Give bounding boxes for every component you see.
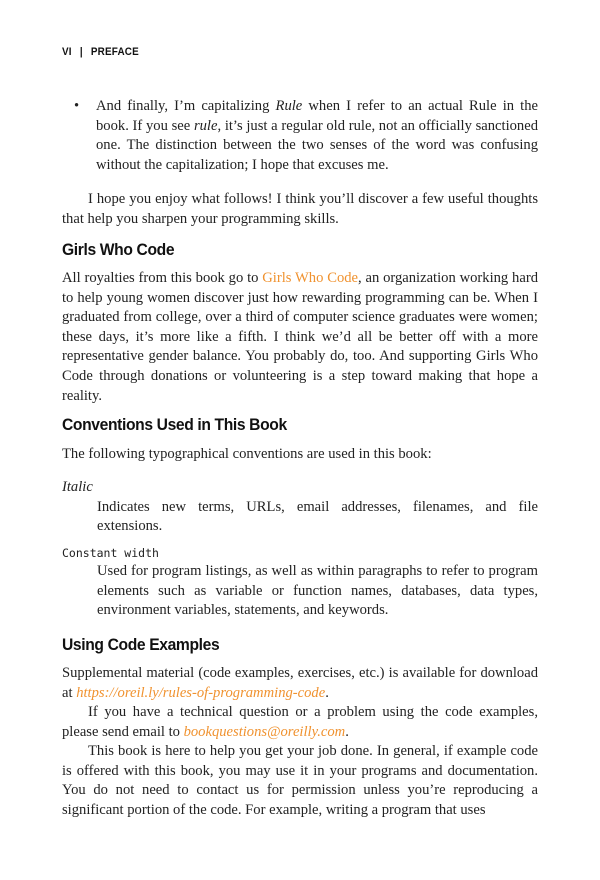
bullet-item [74, 97, 538, 175]
paragraph-text: , an organization working hard to help young women discover just how rewarding programming can be. When I graduated from college, over a third of computer science graduates were women; these days, it’s more like a fifth. I think we’d all be better off with a more representative gender balance. You probably do, too. And supporting Girls Who Code through donations or volunteering is a step toward making that hope a reality. [62, 270, 538, 404]
code-examples-paragraph-2 [62, 703, 538, 742]
code-download-link[interactable]: https://oreil.ly/rules-of-programming-code [76, 684, 326, 701]
heading-code-examples: Using Code Examples [62, 635, 220, 654]
code-examples-paragraph-1 [62, 664, 538, 703]
bullet-text: when I refer to an actual Rule in the book. If you see [96, 98, 538, 134]
bullet-marker: • [74, 98, 80, 114]
bullet-text: , it’s just a regular old rule, not an officially sanctioned one. The distinction between the two senses of the word was confusing without the capitalization; I hope that excuses me. [96, 117, 538, 173]
conventions-intro: The following typographical conventions are used in this book: [62, 446, 432, 462]
intro-paragraph: I hope you enjoy what follows! I think you’ll discover a few useful thoughts that help you sharpen your programming skills. [62, 191, 538, 227]
paragraph-text: Supplemental material (code examples, exercises, etc.) is available for download at [62, 665, 538, 701]
paragraph-text: . [325, 684, 329, 701]
bullet-list [62, 97, 538, 175]
running-head-section: PREFACE [90, 46, 139, 58]
code-examples-paragraph-3: This book is here to help you get your job done. In general, if example code is offered with this book, you may use it in your programs and documentation. You do not need to contact us for permission unless you’re reproducing a significant portion of the code. For example, writing a program that uses [62, 743, 538, 818]
term-label-italic: Italic [62, 479, 93, 495]
running-head-separator: | [79, 46, 83, 58]
heading-conventions: Conventions Used in This Book [62, 415, 287, 434]
girls-who-code-paragraph [62, 269, 538, 406]
girls-who-code-link[interactable]: Girls Who Code [262, 270, 359, 286]
convention-term-constant-width [62, 544, 538, 621]
paragraph-text: If you have a technical question or a problem using the code examples, please send email to [62, 704, 538, 740]
term-label-constant-width: Constant width [62, 546, 159, 560]
paragraph-text: All royalties from this book go to [62, 270, 263, 286]
heading-girls-who-code: Girls Who Code [62, 240, 175, 259]
term-definition-italic: Indicates new terms, URLs, email addresses, filenames, and file extensions. [97, 498, 538, 535]
italic-term-rule-lower: rule [193, 117, 218, 134]
page-number: VI [62, 46, 72, 58]
paragraph-text: . [345, 723, 349, 740]
bullet-list-container [62, 97, 538, 175]
running-head [62, 46, 139, 58]
email-link[interactable]: bookquestions@oreilly.com [183, 723, 346, 740]
term-definition-constant-width: Used for program listings, as well as within paragraphs to refer to program elements such as variable or function names, databases, data types, environment variables, statements, and keywords. [97, 563, 538, 619]
bullet-text: And finally, I’m capitalizing [96, 98, 276, 114]
italic-term-rule-capital: Rule [275, 98, 303, 114]
convention-term-italic [62, 478, 538, 537]
